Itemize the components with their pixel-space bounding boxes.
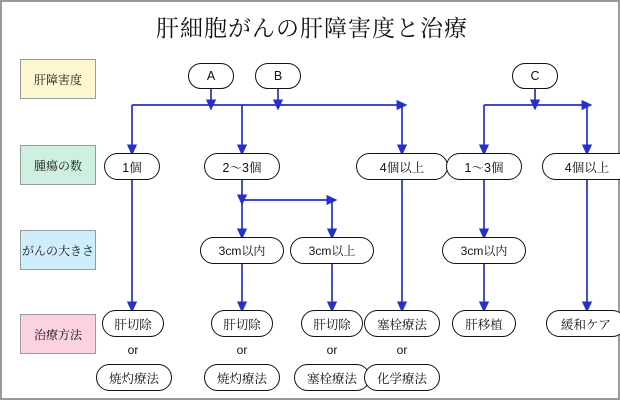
node-label: 2〜3個: [222, 160, 262, 175]
node-label: 塞栓療法: [306, 371, 357, 386]
count-node-2-3[interactable]: [204, 153, 280, 180]
node-label: 3cm以内: [460, 244, 508, 258]
treatment-node-hepatectomy-2[interactable]: [211, 310, 273, 337]
or-label-3: [301, 343, 363, 357]
count-node-4-or-more-c[interactable]: [542, 153, 620, 180]
or-text: or: [236, 343, 248, 357]
treatment-node-hepatectomy-3[interactable]: [301, 310, 363, 337]
node-label: 焼灼療法: [216, 371, 267, 386]
or-text: or: [396, 343, 408, 357]
node-label: 塞栓療法: [376, 317, 427, 332]
treatment-node-embolization-1[interactable]: [294, 364, 370, 391]
treatment-node-chemotherapy[interactable]: [364, 364, 440, 391]
or-label-1: [102, 343, 164, 357]
count-node-1[interactable]: [104, 153, 160, 180]
count-node-1-3-c[interactable]: [446, 153, 522, 180]
page-title: 肝細胞がんの肝障害度と治療: [156, 15, 468, 41]
row-label-text: 肝障害度: [33, 72, 82, 87]
node-label: 4個以上: [379, 160, 425, 175]
treatment-node-liver-transplant[interactable]: [452, 310, 516, 337]
connector-lines: [2, 2, 620, 402]
or-label-4: [364, 343, 440, 357]
row-label-text: がんの大きさ: [21, 243, 94, 258]
treatment-node-ablation-1[interactable]: [96, 364, 172, 391]
grade-node-c[interactable]: [512, 63, 558, 89]
treatment-node-hepatectomy-1[interactable]: [102, 310, 164, 337]
node-label: 焼灼療法: [108, 371, 159, 386]
node-label: C: [530, 69, 540, 83]
node-label: 肝移植: [465, 317, 503, 332]
node-label: 3cm以上: [308, 244, 356, 258]
grade-node-a[interactable]: [188, 63, 234, 89]
row-label-text: 治療方法: [33, 327, 82, 342]
node-label: 化学療法: [376, 371, 427, 386]
grade-node-b[interactable]: [255, 63, 301, 89]
node-label: 肝切除: [114, 317, 152, 332]
size-node-within-3cm-c[interactable]: [442, 237, 526, 264]
node-label: 肝切除: [313, 317, 351, 332]
or-label-2: [211, 343, 273, 357]
count-node-4-or-more-ab[interactable]: [356, 153, 448, 180]
treatment-node-ablation-2[interactable]: [204, 364, 280, 391]
treatment-node-embolization-2[interactable]: [364, 310, 440, 337]
row-label-text: 腫瘍の数: [33, 158, 82, 173]
treatment-node-palliative-care[interactable]: [546, 310, 620, 337]
node-label: 肝切除: [223, 317, 261, 332]
node-label: 3cm以内: [218, 244, 266, 258]
size-node-within-3cm-ab[interactable]: [200, 237, 284, 264]
size-node-over-3cm-ab[interactable]: [290, 237, 374, 264]
node-label: 4個以上: [564, 160, 610, 175]
node-label: 1〜3個: [464, 160, 504, 175]
node-label: B: [273, 69, 283, 83]
node-label: 緩和ケア: [560, 317, 611, 332]
or-text: or: [127, 343, 139, 357]
node-label: 1個: [122, 160, 142, 175]
node-label: A: [206, 69, 216, 83]
or-text: or: [326, 343, 338, 357]
